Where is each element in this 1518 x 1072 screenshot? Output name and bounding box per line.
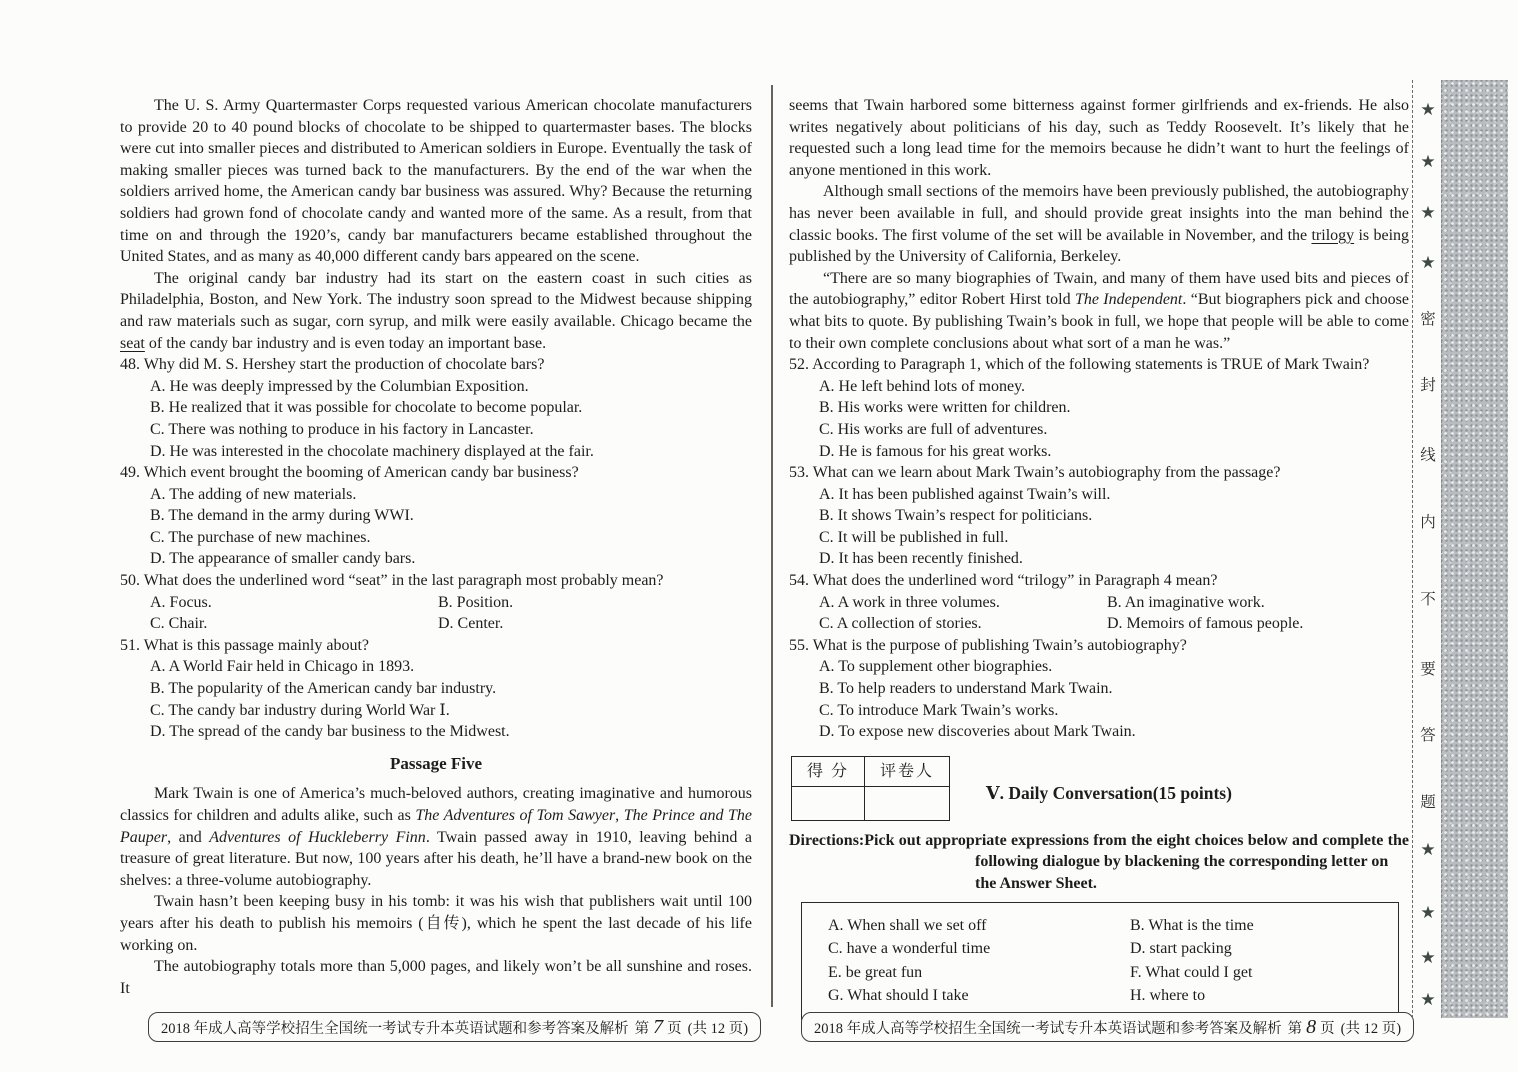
score-table-header-grader: 评卷人 [865,756,950,786]
option: C. A collection of stories. [819,615,982,633]
star-icon: ★ [1420,152,1436,171]
question-48 [120,354,752,462]
footer-page-total: (共 12 页) [1340,1020,1402,1037]
footer-page-number: 7 [653,1016,664,1038]
sealing-line-character: 题 [1420,794,1436,811]
question-50 [120,570,752,635]
passage-five-paragraph-3 [120,956,752,999]
underlined-word: trilogy [1311,226,1355,244]
passage-five-paragraph-4 [789,181,1409,267]
star-icon: ★ [1420,203,1436,222]
question-49 [120,462,752,570]
text-run: The original candy bar industry had its start on the eastern coast in such cities as Philadelphia, Boston, and New York. The industry soon spread to the Midwest because shipping and raw materials such as sugar, corn syrup, and milk were easily available. Chicago became the [120,269,752,330]
choice-item: D. start packing [1130,940,1232,958]
option: A. He left behind lots of money. [819,377,1026,395]
question-text: 54. What does the underlined word “trilogy” in Paragraph 4 mean? [789,572,1218,590]
passage-four-paragraph-1 [120,95,752,268]
choice-item: B. What is the time [1130,916,1254,934]
choice-item: F. What could I get [1130,963,1253,981]
page-fold-divider [771,85,773,1007]
score-cell-empty [792,786,865,820]
option: B. Position. [438,593,514,611]
option: B. The popularity of the American candy bar industry. [150,680,497,698]
option: C. It will be published in full. [819,528,1009,546]
text-run: “There are so many biographies of Twain, and many of them have used bits and pieces of the autobiography,” editor Robert Hirst told [789,269,1409,309]
question-text: 49. Which event brought the booming of American candy bar business? [120,464,579,482]
option: D. He is famous for his great works. [819,442,1052,460]
passage-five-paragraph-2 [120,891,752,956]
directions [789,830,1409,895]
book-title: The Adventures of Tom Sawyer [415,807,616,824]
book-title: The Independent [1074,291,1183,309]
passage-five-paragraph-1 [120,783,752,891]
text-run: Although small sections of the memoirs have been previously published, the autobiography has never been available in full, and should provide great insights into the man behind the classic books. The first volume of the set will be available in November, and the [789,183,1409,244]
option: D. Center. [438,615,504,633]
footer-page-prefix: 第 [634,1020,650,1037]
question-text: 52. According to Paragraph 1, which of the following statements is TRUE of Mark Twain? [789,356,1370,374]
question-text: 48. Why did M. S. Hershey start the production of chocolate bars? [120,356,545,374]
options [789,656,1409,742]
passage-five-paragraph-3-continued [789,95,1409,181]
score-table-header-score: 得 分 [792,756,865,786]
option: B. To help readers to understand Mark Twain. [819,680,1113,698]
footer-title: 2018 年成人高等学校招生全国统一考试专升本英语试题和参考答案及解析 [814,1020,1282,1037]
options [789,376,1409,462]
text-run: , [615,807,624,824]
option: A. Focus. [150,593,212,611]
option: A. A work in three volumes. [819,593,1000,611]
underlined-word: seat [120,334,145,352]
question-text: 50. What does the underlined word “seat” in the last paragraph most probably mean? [120,572,664,590]
option: A. A World Fair held in Chicago in 1893. [150,658,415,676]
option: B. An imaginative work. [1107,593,1265,611]
footer-page-7 [148,1012,761,1042]
passage-four-paragraph-2 [120,268,752,354]
option: B. He realized that it was possible for chocolate to become popular. [150,399,583,417]
option: D. He was interested in the chocolate machinery displayed at the fair. [150,442,594,460]
star-icon: ★ [1420,253,1436,272]
choice-item: H. where to [1130,987,1206,1005]
question-55 [789,635,1409,743]
options [120,592,752,635]
choice-item: C. have a wonderful time [828,940,991,958]
text-run: , and [167,828,210,846]
choice-item: G. What should I take [828,987,969,1005]
sealing-line-character: 要 [1420,661,1436,678]
option: B. The demand in the army during WWI. [150,507,414,525]
options [789,484,1409,570]
grader-cell-empty [865,786,950,820]
option: C. The candy bar industry during World War Ⅰ. [150,701,450,719]
security-pattern-band [1441,80,1508,1018]
footer-page-unit: 页 [667,1020,682,1037]
option: B. It shows Twain’s respect for politicians. [819,507,1093,525]
book-title: The Prince and The Pauper [120,807,752,846]
score-section [791,756,1409,821]
directions-line-1: Directions:Pick out appropriate expressions from the eight choices below and complete the [789,831,1409,849]
passage-five-paragraph-5 [789,268,1409,354]
sealing-line-character: 密 [1420,311,1436,328]
expression-choices-box [801,902,1399,1020]
text-run: is being published by the University of California, Berkeley. [789,226,1410,266]
choice-item: E. be great fun [828,963,923,981]
option: C. There was nothing to produce in his factory in Lancaster. [150,420,534,438]
option: A. It has been published against Twain’s will. [819,485,1111,503]
page-7 [120,95,752,999]
option: D. To expose new discoveries about Mark Twain. [819,723,1136,741]
text-run: of the candy bar industry and is even today an important base. [144,334,547,352]
star-icon: ★ [1420,990,1436,1009]
questions-52-55 [789,354,1409,743]
text-run: . “But biographers pick and choose what bits to quote. By publishing Twain’s book in full, we hope that people will be able to come to their own complete conclusions about what sort of a man he was.” [789,291,1409,352]
question-51 [120,635,752,743]
option: A. To supplement other biographies. [819,658,1053,676]
option: C. The purchase of new machines. [150,528,371,546]
option: C. To introduce Mark Twain’s works. [819,701,1059,719]
star-icon: ★ [1420,948,1436,967]
footer-title: 2018 年成人高等学校招生全国统一考试专升本英语试题和参考答案及解析 [161,1020,629,1037]
options [120,656,752,742]
sealing-line-character: 答 [1420,727,1436,744]
footer-page-8 [801,1012,1414,1042]
page-8 [789,95,1409,1020]
option: D. It has been recently finished. [819,550,1023,568]
section-five-heading: Ⅴ. Daily Conversation(15 points) [986,782,1232,803]
question-53 [789,462,1409,570]
text-run: The autobiography totals more than 5,000 pages, and likely won’t be all sunshine and roses. It [120,958,752,997]
option: C. His works are full of adventures. [819,420,1048,438]
text-run: seems that Twain harbored some bitterness against former girlfriends and ex-friends. He also writes negatively about politicians of his day, such as Teddy Roosevelt. It’s likely that he requested such a long lead time for the memoirs because he didn’t want to hurt the feelings of anyone mentioned in this work. [789,97,1409,179]
options [120,484,752,570]
option: D. Memoirs of famous people. [1107,615,1304,633]
question-52 [789,354,1409,462]
score-table [791,756,950,821]
sealing-line-character: 不 [1420,591,1436,608]
question-text: 51. What is this passage mainly about? [120,636,369,654]
option: D. The appearance of smaller candy bars. [150,550,416,568]
question-text: 55. What is the purpose of publishing Twain’s autobiography? [789,636,1187,654]
text-run: The U. S. Army Quartermaster Corps requested various American chocolate manufacturers to provide 20 to 40 pound blocks of chocolate to be shipped to quartermaster bases. The blocks were cut into smaller pieces and distributed to American soldiers in Europe. Eventually the task of making smaller pieces was turned back to the manufacturers. By the end of the war when the soldiers arrived home, the American candy bar business was assured. Why? Because the returning soldiers had grown fond of chocolate candy and wanted more of the same. As a result, from that time on and through the 1920’s, candy bar manufacturers became established throughout the United States, and as many as 40,000 different candy bars appeared on the scene. [120,97,752,266]
option: D. The spread of the candy bar business to the Midwest. [150,723,510,741]
text-run: Twain hasn’t been keeping busy in his tomb: it was his wish that publishers wait until 100 years after his death to publish his memoirs (自传), which he spent the last decade of his life working on. [120,893,752,954]
sealing-line-character: 线 [1420,447,1436,464]
choice-item: A. When shall we set off [828,916,987,934]
star-icon: ★ [1420,840,1436,859]
book-title: Adventures of Huckleberry Finn [209,828,426,846]
question-text: 53. What can we learn about Mark Twain’s autobiography from the passage? [789,464,1281,482]
star-icon: ★ [1420,100,1436,119]
options [120,376,752,462]
footer-page-unit: 页 [1320,1020,1335,1037]
directions-line-2: following dialogue by blackening the corresponding letter on the Answer Sheet. [975,853,1389,892]
questions-48-51 [120,354,752,743]
option: A. He was deeply impressed by the Columbian Exposition. [150,377,529,395]
option: A. The adding of new materials. [150,485,357,503]
text-run: Mark Twain is one of America’s much-beloved authors, creating imaginative and humorous classics for children and adults alike, such as [120,785,752,824]
passage-five-heading: Passage Five [389,753,483,773]
footer-page-total: (共 12 页) [687,1020,749,1037]
options [789,592,1409,635]
question-54 [789,570,1409,635]
footer-page-prefix: 第 [1287,1020,1303,1037]
footer-page-number: 8 [1306,1016,1317,1038]
sealing-line-character: 封 [1420,377,1436,394]
option: B. His works were written for children. [819,399,1071,417]
option: C. Chair. [150,615,208,633]
sealing-dashed-line [1412,80,1413,1018]
text-run: . Twain passed away in 1910, leaving behind a treasure of great literature. But now, 100 years after his death, he’ll have a brand-new book on the shelves: a three-volume autobiography. [120,828,752,889]
sealing-line-character: 内 [1420,514,1436,531]
star-icon: ★ [1420,903,1436,922]
